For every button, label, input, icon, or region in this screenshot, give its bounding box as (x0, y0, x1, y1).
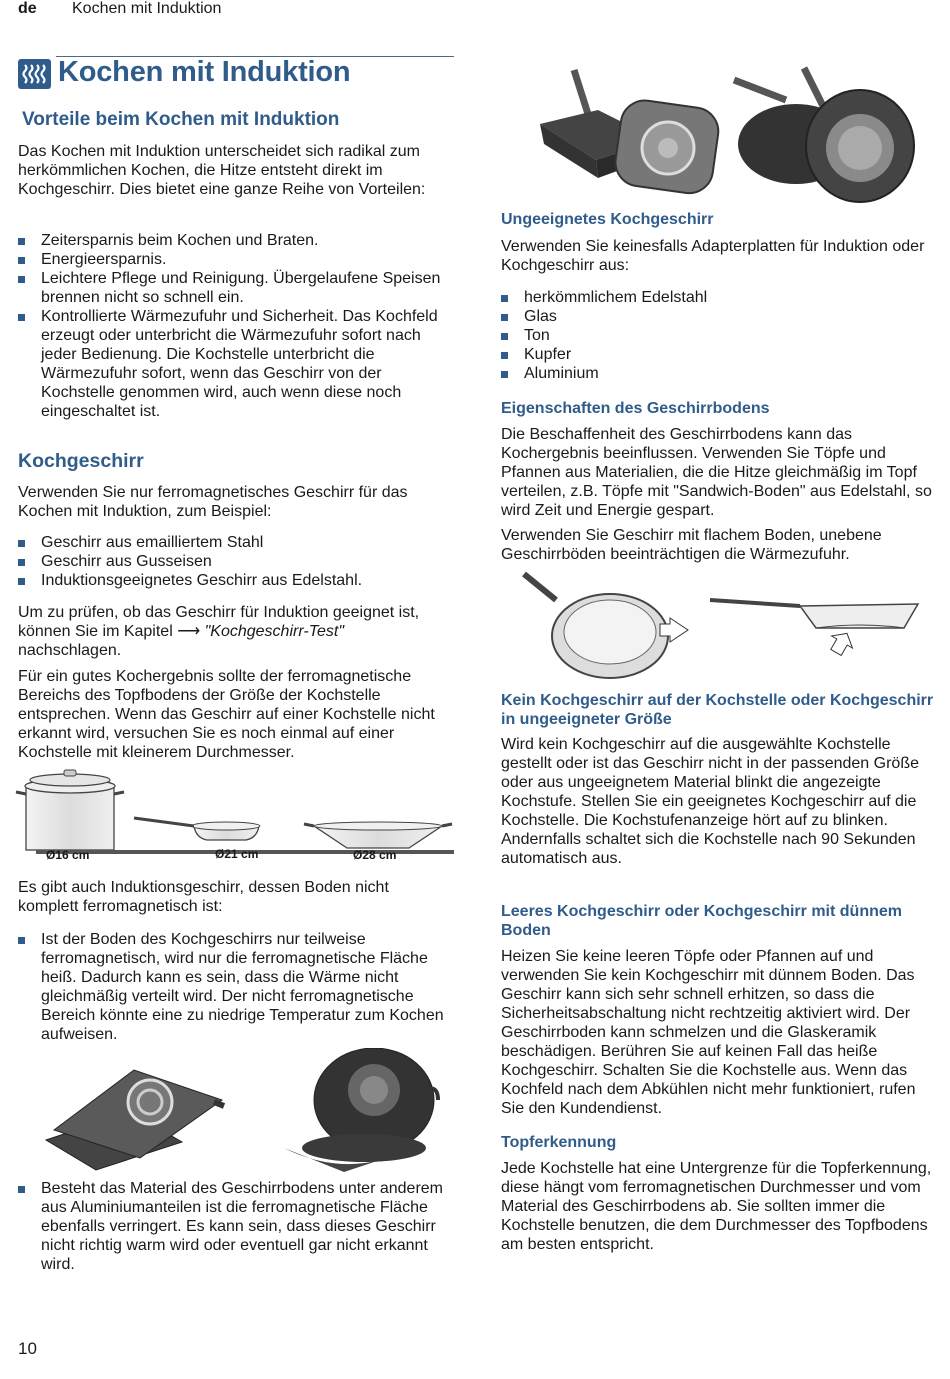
partial-ferromagnetic-list-b (18, 1179, 450, 1274)
list-item: Energieersparnis. (18, 250, 450, 269)
section-heading-kein: Kein Kochgeschirr auf der Kochstelle oder Kochgeschirr in ungeeigneter Größe (501, 692, 934, 728)
section-heading-kochgeschirr: Kochgeschirr (18, 450, 144, 472)
list-item: Induktionsgeeignetes Geschirr aus Edelstahl. (18, 571, 450, 590)
warped-pan-drawing (710, 600, 918, 658)
leeres-paragraph: Heizen Sie keine leeren Töpfe oder Pfannen auf und verwenden Sie kein Kochgeschirr mit dünnem Boden. Das Geschirr kann sich sehr schnell erhitzen, so dass die Sicherheitsabschaltung nicht rechtzeitig aktiviert wird. Der Geschirrboden kann schmelzen und die Glaskeramik beschädigen. Berühren Sie auf keinen Fall das heiße Kochgeschirr. Schalten Sie die Kochstelle aus. Wenn das Kochfeld nach dem Abkühlen nicht mehr funktioniert, rufen Sie den Kundendienst. (501, 948, 916, 1117)
list-item: Zeitersparnis beim Kochen und Braten. (18, 231, 450, 250)
frying-pan-drawing (734, 68, 914, 202)
size-label-16: Ø16 cm (46, 848, 90, 862)
list-item: Ist der Boden des Kochgeschirrs nur teilweise ferromagnetisch, wird nur die ferromagnetische Fläche heiß. Dadurch kann es sein, dass die Wärme nicht gleichmäßig verteilt wird. Der nicht ferromagnetische Bereich könnte eine zu niedrige Temperatur zum Kochen aufweisen. (18, 930, 450, 1044)
chapter-link[interactable]: "Kochgeschirr-Test" (204, 623, 345, 640)
vorteile-list (18, 231, 450, 421)
eigenschaften-paragraph-2: Verwenden Sie Geschirr mit flachem Boden, unebene Geschirrböden beeinträchtigen die Wärmezufuhr. (501, 527, 882, 563)
header-title: Kochen mit Induktion (72, 0, 222, 17)
list-item: Kupfer (501, 345, 937, 364)
grill-pan-drawing (540, 70, 721, 196)
section-heading-vorteile: Vorteile beim Kochen mit Induktion (22, 109, 340, 130)
size-label-21: Ø21 cm (215, 847, 259, 861)
page-title: Kochen mit Induktion (58, 56, 351, 88)
partial-ferromagnetic-list-a (18, 930, 450, 1044)
list-item: Ton (501, 326, 937, 345)
pan-28cm-drawing (304, 822, 452, 848)
list-item: Geschirr aus emailliertem Stahl (18, 533, 450, 552)
kein-paragraph: Wird kein Kochgeschirr auf die ausgewählte Kochstelle gestellt oder ist das Geschirr nicht in der passenden Größe oder aus ungeeignetem Material blinkt die angezeigte Kochstufe. Stellen Sie ein geeignetes Kochgeschirr auf die Kochstelle. Die Kochstufenanzeige hört auf zu blinken. Andernfalls schaltet sich die Kochstelle nach 90 Sekunden automatisch aus. (501, 736, 919, 867)
pan-21cm-drawing (134, 818, 260, 840)
griddle-drawing (46, 1070, 224, 1170)
griddle-paella-illustration (44, 1048, 444, 1176)
vorteile-intro: Das Kochen mit Induktion unterscheidet sich radikal zum herkömmlichen Kochen, die Hitze entsteht direkt im Kochgeschirr. Dies bietet eine ganze Reihe von Vorteilen: (18, 143, 426, 198)
section-heading-leeres: Leeres Kochgeschirr oder Kochgeschirr mit dünnem Boden (501, 903, 902, 939)
page-number: 10 (18, 1339, 37, 1358)
list-item: Glas (501, 307, 937, 326)
list-item: Besteht das Material des Geschirrbodens unter anderem aus Aluminiumanteilen ist die ferromagnetische Fläche ebenfalls verringert. Es kann sein, dass dieses Geschirr nicht richtig warm wird oder eventuell gar nicht erkannt wird. (18, 1179, 450, 1274)
eigenschaften-paragraph-1: Die Beschaffenheit des Geschirrbodens kann das Kochergebnis beeinflussen. Verwenden Sie Töpfe und Pfannen aus Materialien, die die Hitze gleichmäßig im Topf verteilen, z.B. Töpfe mit "Sandwich-Boden" aus Edelstahl, so wird Zeit und Energie gespart. (501, 426, 932, 519)
section-heading-ungeeignet: Ungeeignetes Kochgeschirr (501, 211, 714, 228)
kochgeschirr-test-reference: Um zu prüfen, ob das Geschirr für Induktion geeignet ist, können Sie im Kapitel ⟶ "Kochgeschirr-Test" nachschlagen. (18, 604, 420, 659)
section-heading-eigenschaften: Eigenschaften des Geschirrbodens (501, 400, 770, 417)
list-item: herkömmlichem Edelstahl (501, 288, 937, 307)
paella-pan-drawing (284, 1048, 438, 1172)
kochgeschirr-size-paragraph: Für ein gutes Kochergebnis sollte der ferromagnetische Bereichs des Topfbodens der Größe der Kochstelle entsprechen. Wenn das Geschirr auf einer Kochstelle nicht erkannt wird, versuchen Sie es noch einmal auf einer Kochstelle mit kleinerem Durchmesser. (18, 668, 435, 761)
tilted-pan-drawing (524, 574, 688, 678)
induction-icon (18, 59, 51, 89)
size-label-28: Ø28 cm (353, 848, 397, 862)
partial-ferromagnetic-intro: Es gibt auch Induktionsgeschirr, dessen Boden nicht komplett ferromagnetisch ist: (18, 879, 389, 915)
kochgeschirr-list (18, 533, 450, 590)
list-item: Kontrollierte Wärmezufuhr und Sicherheit. Das Kochfeld erzeugt oder unterbricht die Wärmezufuhr sofort nach jeder Bedienung. Die Kochstelle unterbricht die Wärmezufuhr sofort, wenn das Geschirr von der Kochstelle genommen wird, auch wenn diese noch eingeschaltet ist. (18, 307, 450, 421)
uneven-bottom-illustration (520, 570, 920, 682)
ungeeignet-list (501, 288, 937, 383)
ungeeignet-intro: Verwenden Sie keinesfalls Adapterplatten für Induktion oder Kochgeschirr aus: (501, 238, 925, 274)
pot-16cm-drawing (16, 770, 124, 850)
section-heading-topferkennung: Topferkennung (501, 1134, 617, 1151)
list-item: Aluminium (501, 364, 937, 383)
kochgeschirr-intro: Verwenden Sie nur ferromagnetisches Geschirr für das Kochen mit Induktion, zum Beispiel: (18, 484, 408, 520)
arrow-icon: ⟶ (177, 623, 201, 640)
list-item: Leichtere Pflege und Reinigung. Übergelaufene Speisen brennen nicht so schnell ein. (18, 269, 450, 307)
list-item: Geschirr aus Gusseisen (18, 552, 450, 571)
cookware-underside-illustration (538, 64, 918, 204)
header-language: de (18, 0, 37, 17)
topferkennung-paragraph: Jede Kochstelle hat eine Untergrenze für die Topferkennung, diese hängt vom ferromagnetischen Durchmesser und vom Material des Geschirrbodens ab. Sie sollten immer die Kochstelle benutzen, die dem Durchmesser des Topfbodens am besten entspricht. (501, 1160, 932, 1253)
